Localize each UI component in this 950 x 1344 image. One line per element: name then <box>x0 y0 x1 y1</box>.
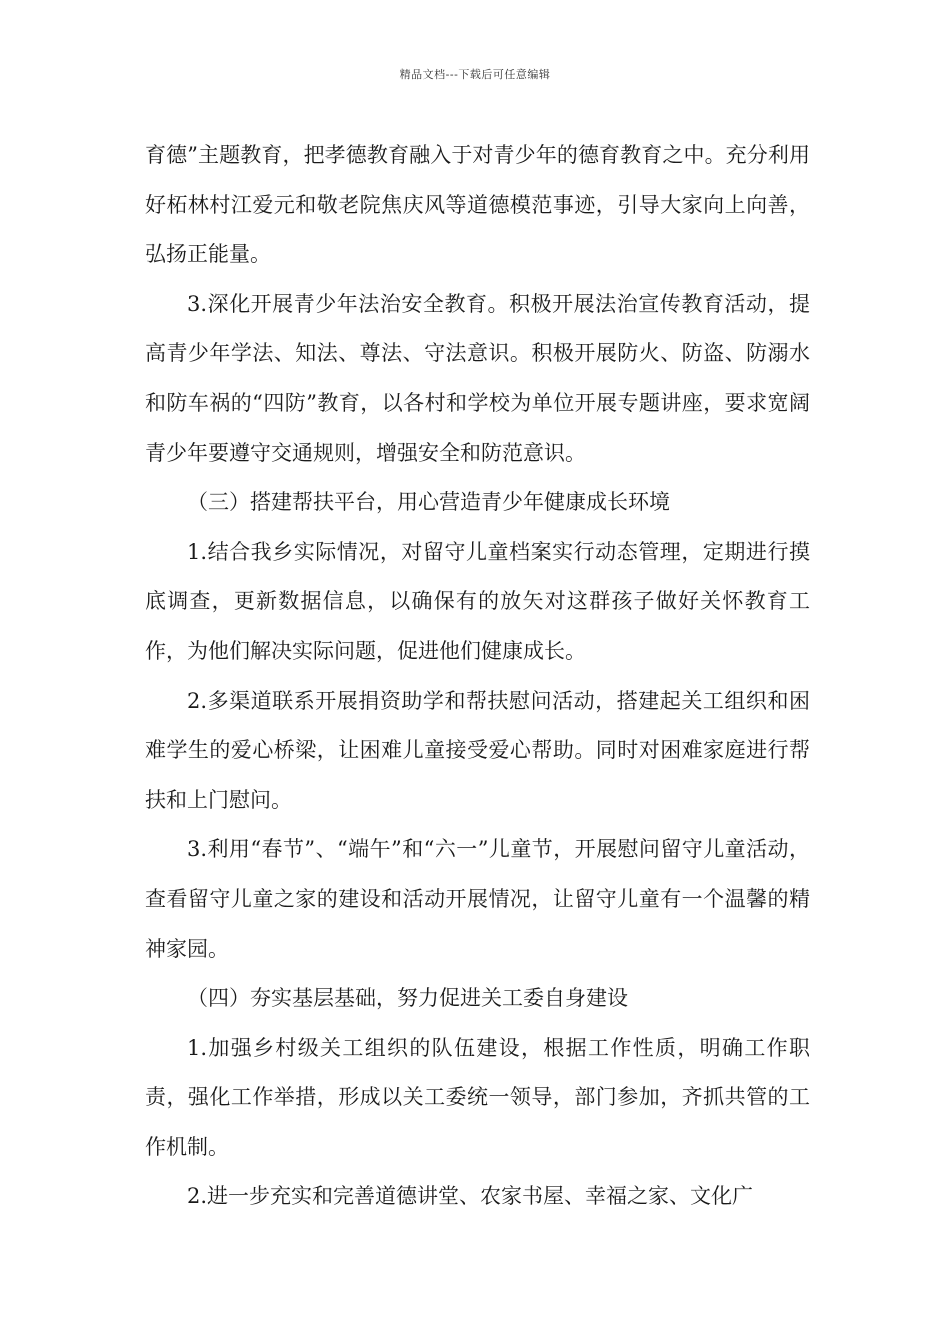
paragraph-item-team-building: 1.加强乡村级关工组织的队伍建设，根据工作性质，明确工作职责，强化工作举措，形成以关工委统一领导，部门参加，齐抓共管的工作机制。 <box>145 1035 810 1159</box>
paragraph-item-donation-aid: 2.多渠道联系开展捐资助学和帮扶慰问活动，搭建起关工组织和困难学生的爱心桥梁，让困难儿童接受爱心帮助。同时对困难家庭进行帮扶和上门慰问。 <box>145 688 810 812</box>
document-body <box>145 131 810 1222</box>
section-heading-four: （四）夯实基层基础，努力促进关工委自身建设 <box>187 986 628 1011</box>
paragraph-item-legal-education: 3.深化开展青少年法治安全教育。积极开展法治宣传教育活动，提高青少年学法、知法、尊法、守法意识。积极开展防火、防盗、防溺水和防车祸的“四防”教育，以各村和学校为单位开展专题讲座，要求宽阔青少年要遵守交通规则，增强安全和防范意识。 <box>145 291 810 465</box>
page-header: 精品文档---下载后可任意编辑 <box>399 68 551 81</box>
paragraph-item-left-behind-children: 1.结合我乡实际情况，对留守儿童档案实行动态管理，定期进行摸底调查，更新数据信息，以确保有的放矢对这群孩子做好关怀教育工作，为他们解决实际问题，促进他们健康成长。 <box>145 539 810 663</box>
paragraph-continuation: 育德”主题教育，把孝德教育融入于对青少年的德育教育之中。充分利用好柘林村江爱元和敬老院焦庆风等道德模范事迹，引导大家向上向善，弘扬正能量。 <box>145 143 810 267</box>
section-heading-three: （三）搭建帮扶平台，用心营造青少年健康成长环境 <box>187 490 670 515</box>
paragraph-item-facilities: 2.进一步充实和完善道德讲堂、农家书屋、幸福之家、文化广 <box>187 1184 754 1209</box>
paragraph-item-holiday-visits: 3.利用“春节”、“端午”和“六一”儿童节，开展慰问留守儿童活动，查看留守儿童之家的建设和活动开展情况，让留守儿童有一个温馨的精神家园。 <box>145 837 810 961</box>
